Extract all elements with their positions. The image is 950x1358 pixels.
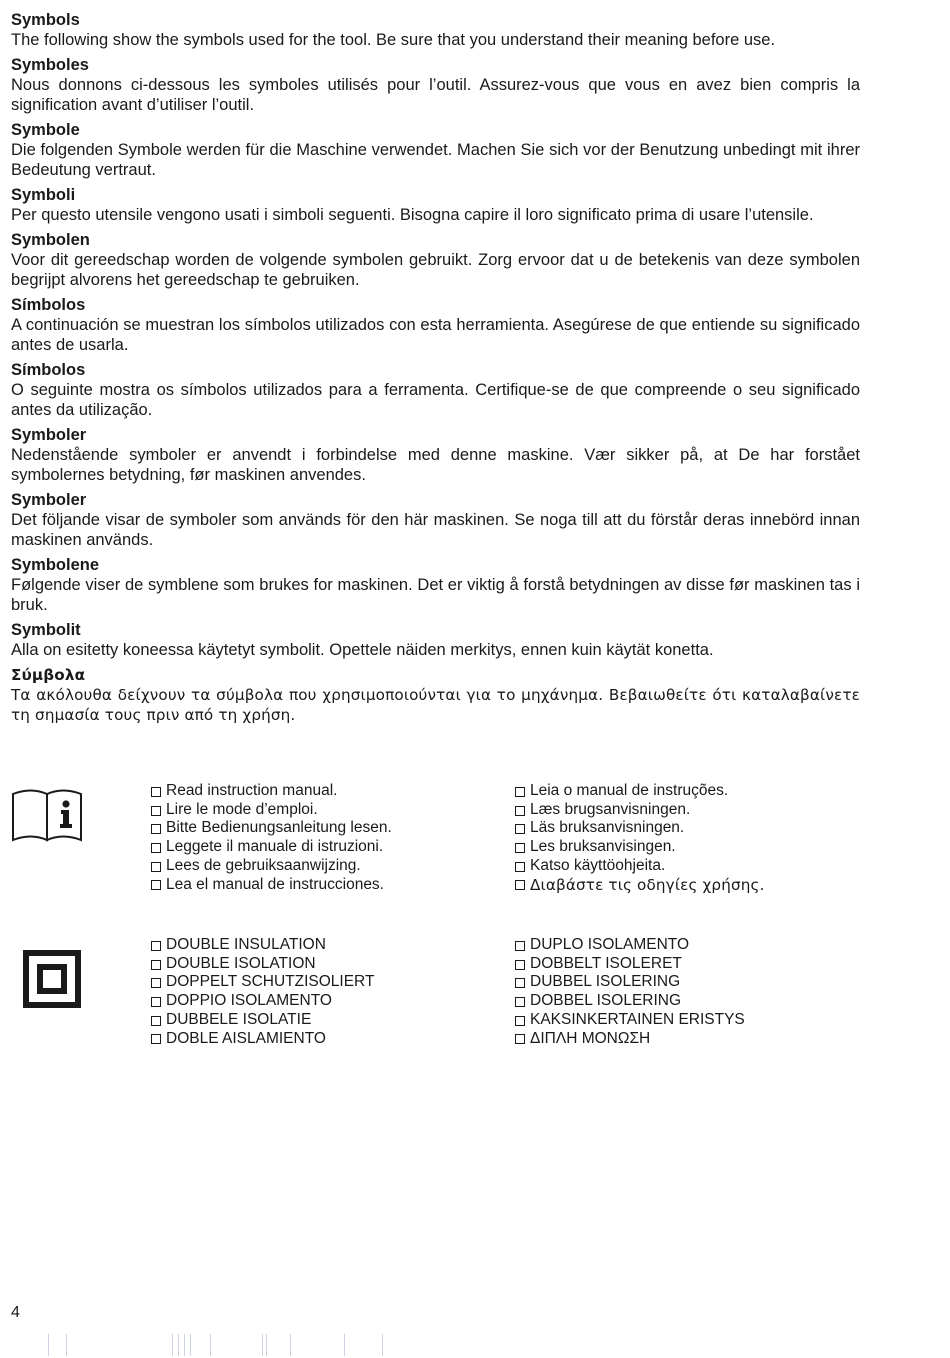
section-title: Symbolene [11, 556, 100, 574]
print-marks [0, 1334, 950, 1356]
list-item: Leggete il manuale di istruzioni. [151, 838, 392, 857]
checkbox-icon [151, 862, 161, 872]
section-body: Nedenstående symboler er anvendt i forbindelse med denne maskine. Vær sikker på, at De har forstået symbolernes betydning, før maskinen anvendes. [11, 446, 860, 484]
print-mark [344, 1334, 345, 1356]
section-body: The following show the symbols used for the tool. Be sure that you understand their meaning before use. [11, 31, 776, 49]
checkbox-icon [515, 862, 525, 872]
checkbox-icon [515, 960, 525, 970]
section-title: Símbolos [11, 296, 86, 314]
list-item: KAKSINKERTAINEN ERISTYS [515, 1011, 745, 1030]
print-mark [290, 1334, 291, 1356]
list-item: Lire le mode d’emploi. [151, 801, 392, 820]
print-mark [184, 1334, 185, 1356]
print-mark [382, 1334, 383, 1356]
section-body: Nous donnons ci-dessous les symboles utilisés pour l’outil. Assurez-vous que vous en avez bien compris la signification avant d’utiliser l’outil. [11, 76, 860, 114]
section-pt [11, 360, 860, 420]
checkbox-icon [151, 997, 161, 1007]
print-mark [66, 1334, 67, 1356]
section-da [11, 425, 860, 485]
list-item: DOBBELT ISOLERET [515, 955, 745, 974]
list-item: ΔΙΠΛΗ ΜΟΝΩΣΗ [515, 1030, 745, 1049]
list-item: DOBBEL ISOLERING [515, 992, 745, 1011]
list-item: Read instruction manual. [151, 782, 392, 801]
list-item: DUPLO ISOLAMENTO [515, 936, 745, 955]
checkbox-icon [515, 997, 525, 1007]
double-insulation-icon [23, 950, 81, 1008]
section-title: Símbolos [11, 361, 86, 379]
section-de [11, 120, 860, 180]
list-item: Leia o manual de instruções. [515, 782, 765, 801]
section-sv [11, 490, 860, 550]
checkbox-icon [515, 941, 525, 951]
section-body: Følgende viser de symblene som brukes for maskinen. Det er viktig å forstå betydningen av disse før maskinen tas i bruk. [11, 576, 860, 614]
section-body: Alla on esitetty koneessa käytetyt symbolit. Opettele näiden merkitys, ennen kuin käytät konetta. [11, 641, 714, 659]
checkbox-icon [515, 824, 525, 834]
section-it [11, 185, 860, 225]
checkbox-icon [151, 824, 161, 834]
list-item: Lea el manual de instrucciones. [151, 876, 392, 895]
section-title: Symboler [11, 426, 87, 444]
manual-list-right [515, 782, 765, 894]
read-manual-icon [11, 786, 85, 842]
print-mark [266, 1334, 267, 1356]
section-es [11, 295, 860, 355]
section-fr [11, 55, 860, 115]
list-item: Bitte Bedienungsanleitung lesen. [151, 819, 392, 838]
section-body: Det följande visar de symboler som används för den här maskinen. Se noga till att du förstår deras innebörd innan maskinen används. [11, 511, 860, 549]
checkbox-icon [515, 787, 525, 797]
checkbox-icon [151, 806, 161, 816]
section-body: Per questo utensile vengono usati i simboli seguenti. Bisogna capire il loro significato prima di usare l’utensile. [11, 206, 814, 224]
list-item: Les bruksanvisingen. [515, 838, 765, 857]
section-title: Symbolit [11, 621, 81, 639]
section-nl [11, 230, 860, 290]
section-title: Σύμβολα [11, 666, 86, 684]
manual-symbol-block [11, 782, 911, 897]
list-item: Læs brugsanvisningen. [515, 801, 765, 820]
checkbox-icon [151, 843, 161, 853]
list-item: Läs bruksanvisningen. [515, 819, 765, 838]
print-mark [48, 1334, 49, 1356]
insulation-list-right [515, 936, 745, 1048]
section-body: Voor dit gereedschap worden de volgende symbolen gebruikt. Zorg ervoor dat u de betekenis van deze symbolen begrijpt alvorens het gereedschap te gebruiken. [11, 251, 860, 289]
symbols-text-area [11, 10, 860, 730]
print-mark [172, 1334, 173, 1356]
section-title: Symbols [11, 11, 80, 29]
checkbox-icon [151, 941, 161, 951]
section-body: Τα ακόλουθα δείχνουν τα σύμβολα που χρησιμοποιούνται για το μηχάνημα. Βεβαιωθείτε ότι καταλαβαίνετε τη σημασία τους πριν από τη χρήση. [11, 686, 860, 724]
list-item: DOUBLE ISOLATION [151, 955, 374, 974]
manual-list-left [151, 782, 392, 894]
list-item: DOBLE AISLAMIENTO [151, 1030, 374, 1049]
section-title: Symboli [11, 186, 76, 204]
list-item: DOPPELT SCHUTZISOLIERT [151, 973, 374, 992]
list-item: DOUBLE INSULATION [151, 936, 374, 955]
section-title: Symbolen [11, 231, 90, 249]
checkbox-icon [151, 787, 161, 797]
list-item: Lees de gebruiksaanwijzing. [151, 857, 392, 876]
checkbox-icon [515, 843, 525, 853]
section-body: Die folgenden Symbole werden für die Maschine verwendet. Machen Sie sich vor der Benutzung unbedingt mit ihrer Bedeutung vertraut. [11, 141, 860, 179]
section-body: A continuación se muestran los símbolos utilizados con esta herramienta. Asegúrese de que entiende su significado antes de usarla. [11, 316, 860, 354]
checkbox-icon [515, 806, 525, 816]
section-title: Symbole [11, 121, 80, 139]
insulation-symbol-block [11, 936, 911, 1051]
section-fi [11, 620, 860, 660]
checkbox-icon [515, 880, 525, 890]
checkbox-icon [151, 960, 161, 970]
list-item: Διαβάστε τις οδηγίες χρήσης. [515, 876, 765, 895]
section-title: Symboler [11, 491, 87, 509]
checkbox-icon [515, 1016, 525, 1026]
section-no [11, 555, 860, 615]
page-number: 4 [11, 1304, 20, 1321]
section-el [11, 665, 860, 725]
checkbox-icon [151, 978, 161, 988]
list-item: DUBBEL ISOLERING [515, 973, 745, 992]
insulation-list-left [151, 936, 374, 1048]
checkbox-icon [515, 1034, 525, 1044]
print-mark [190, 1334, 191, 1356]
print-mark [210, 1334, 211, 1356]
section-title: Symboles [11, 56, 89, 74]
checkbox-icon [151, 1016, 161, 1026]
checkbox-icon [151, 880, 161, 890]
section-body: O seguinte mostra os símbolos utilizados para a ferramenta. Certifique-se de que compreende o seu significado antes da utilização. [11, 381, 860, 419]
list-item: DUBBELE ISOLATIE [151, 1011, 374, 1030]
list-item: DOPPIO ISOLAMENTO [151, 992, 374, 1011]
list-item: Katso käyttöohjeita. [515, 857, 765, 876]
print-mark [262, 1334, 263, 1356]
section-en [11, 10, 860, 50]
print-mark [178, 1334, 179, 1356]
checkbox-icon [515, 978, 525, 988]
checkbox-icon [151, 1034, 161, 1044]
